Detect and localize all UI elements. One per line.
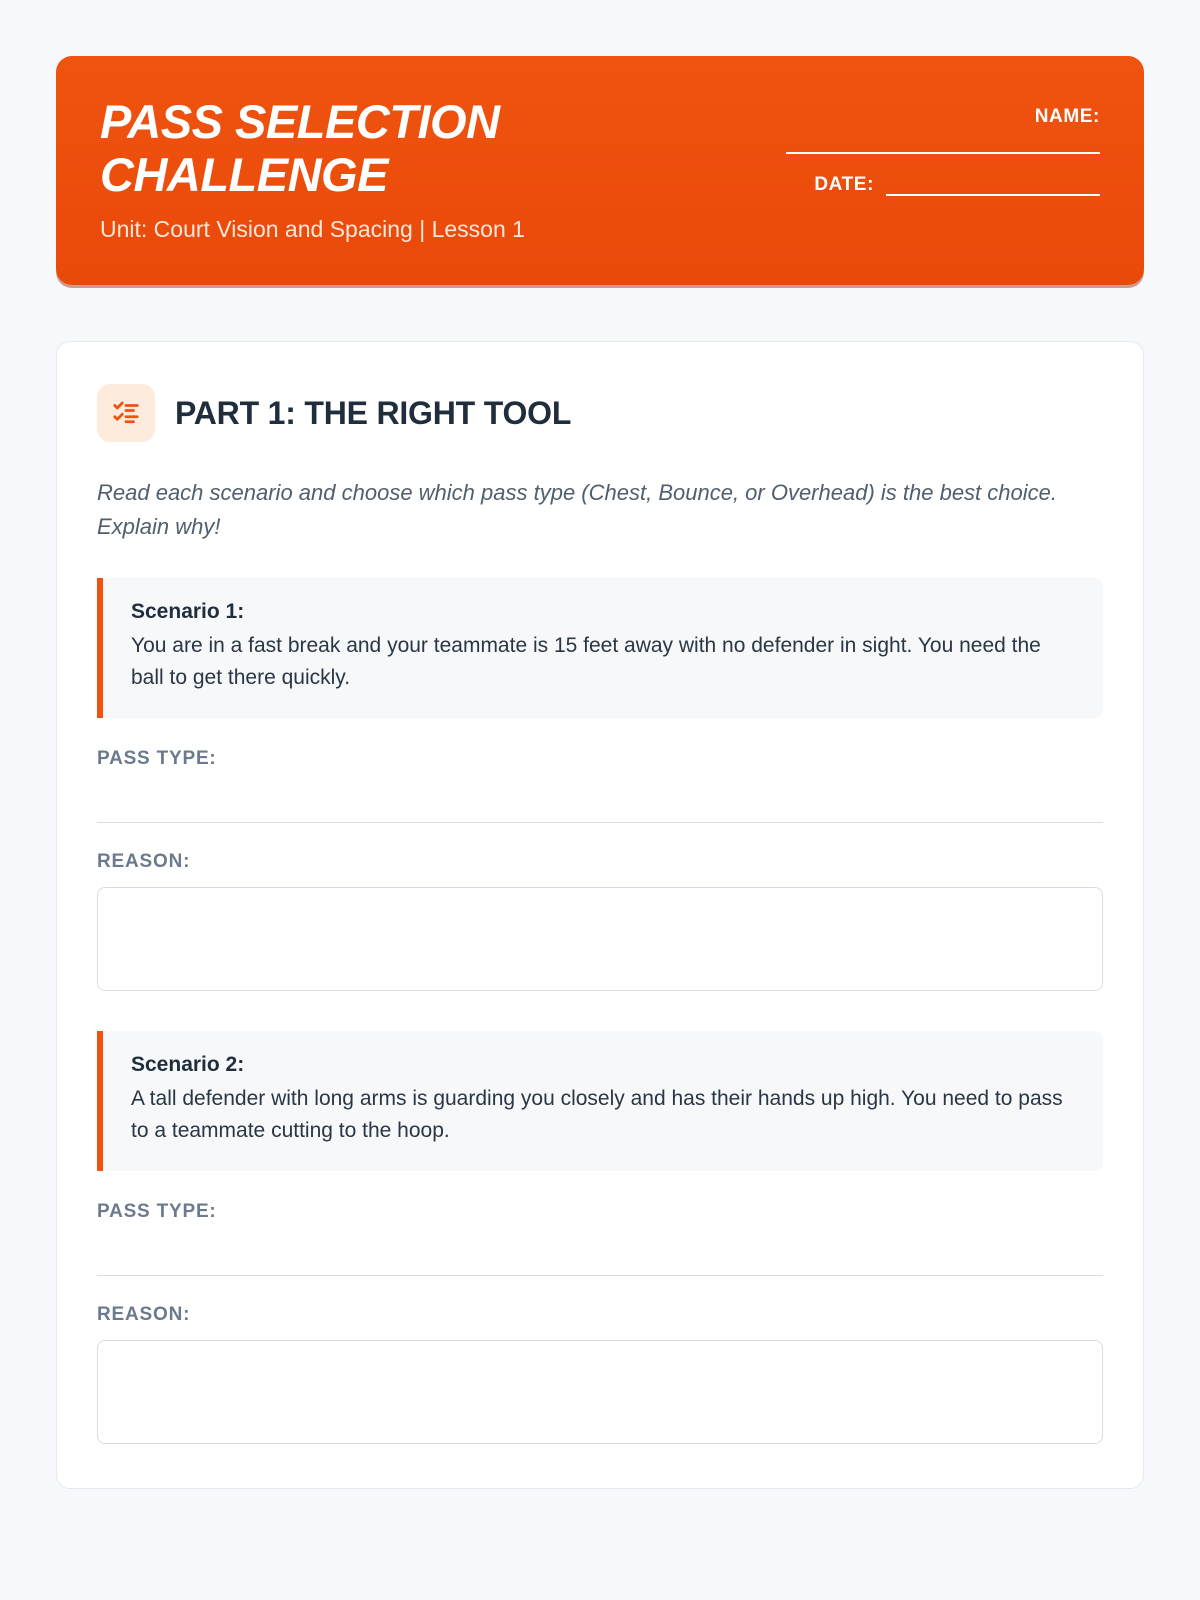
pass-type-input-line-1[interactable] [97,822,1103,823]
worksheet-header-banner [56,56,1144,285]
scenario-block-2 [97,1031,1103,1444]
pass-type-label: PASS TYPE: [97,1200,217,1222]
scenario-label: Scenario 1: [131,600,245,624]
reason-textarea-2[interactable] [97,1340,1103,1444]
date-input-line[interactable] [886,176,1100,196]
banner-title-block [100,96,720,245]
reason-textarea-1[interactable] [97,887,1103,991]
student-info-block [770,96,1100,218]
pass-type-input-line-2[interactable] [97,1275,1103,1276]
name-field-row [770,106,1100,154]
pass-type-label: PASS TYPE: [97,748,217,770]
scenario-text: You are in a fast break and your teammate is 15 feet away with no defender in sight. You need the ball to get there quickly. [131,634,1041,690]
scenario-callout [97,1031,1103,1171]
reason-label: REASON: [97,851,191,873]
checklist-icon [97,384,155,442]
scenario-block-1 [97,578,1103,991]
part1-card [56,341,1144,1489]
reason-label: REASON: [97,1303,191,1325]
scenario-text: A tall defender with long arms is guarding you closely and has their hands up high. You need to pass to a teammate cutting to the hoop. [131,1087,1063,1143]
date-field-row [770,174,1100,196]
part1-title: PART 1: THE RIGHT TOOL [175,394,572,431]
part1-instructions: Read each scenario and choose which pass type (Chest, Bounce, or Overhead) is the best choice. Explain why! [97,480,1057,540]
name-input-line[interactable] [786,134,1100,154]
unit-lesson-subtitle: Unit: Court Vision and Spacing | Lesson 1 [100,216,525,243]
part1-header [97,384,1103,442]
name-label: NAME: [1034,106,1100,127]
scenario-callout [97,578,1103,718]
date-label: DATE: [814,174,874,195]
page-title: PASS SELECTION CHALLENGE [100,95,500,201]
scenario-label: Scenario 2: [131,1053,245,1077]
